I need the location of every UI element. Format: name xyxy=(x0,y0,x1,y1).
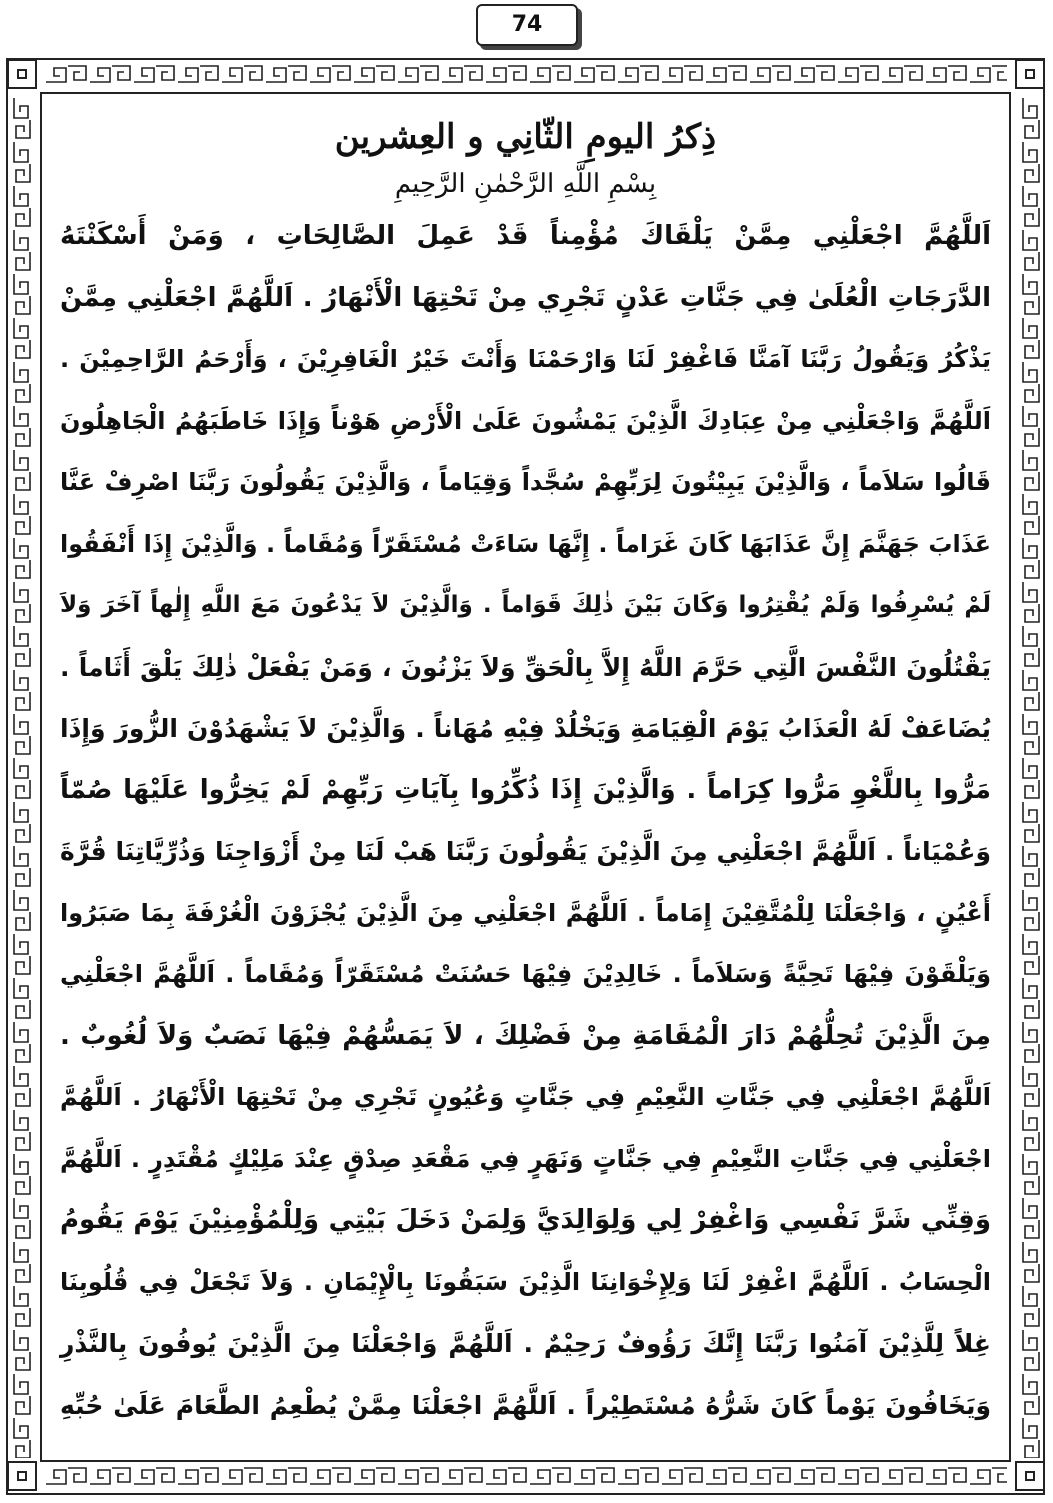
text-line: يَذْكُرُ وَيَقُولُ رَبَّنَا آمَنَّا فَاغْفِرْ لَنَا وَارْحَمْنَا وَأَنْتَ خَيْرُ الْغَافِرِيْنَ ، وَأَرْحَمُ الرَّاحِمِيْنَ . xyxy=(60,345,991,373)
supplication-text xyxy=(60,206,991,1436)
text-line: وَيَلْقَوْنَ فِيْهَا تَحِيَّةً وَسَلاَماً . خَالِدِيْنَ فِيْهَا حَسُنَتْ مُسْتَقَرّاً وَمُقَاماً . اَللَّهُمَّ اجْعَلْنِي xyxy=(60,960,991,988)
text-line: اَللَّهُمَّ اجْعَلْنِي فِي جَنَّاتِ النَّعِيْمِ فِي جَنَّاتٍ وَعُيُونٍ تَجْرِي مِنْ تَحْتِهَا الْأَنْهَارُ . اَللَّهُمَّ xyxy=(60,1083,991,1111)
corner-ornament-bottom-left xyxy=(7,1461,37,1491)
text-line: اجْعَلْنِي فِي جَنَّاتِ النَّعِيْمِ فِي جَنَّاتٍ وَنَهَرٍ فِي مَقْعَدِ صِدْقٍ عِنْدَ مَلِيْكٍ مُقْتَدِرٍ . اَللَّهُمَّ xyxy=(60,1144,991,1173)
corner-ornament-top-left xyxy=(7,59,37,89)
text-line: يُضَاعَفْ لَهُ الْعَذَابُ يَوْمَ الْقِيَامَةِ وَيَخْلُدْ فِيْهِ مُهَاناً . وَالَّذِيْنَ لاَ يَشْهَدُوْنَ الزُّورَ وَإِذَا xyxy=(60,714,991,743)
text-line: يَقْتُلُونَ النَّفْسَ الَّتِي حَرَّمَ اللَّهُ إِلاَّ بِالْحَقِّ وَلاَ يَزْنُونَ ، وَمَنْ يَفْعَلْ ذٰلِكَ يَلْقَ أَثَاماً . xyxy=(60,652,991,682)
page-title: ذِكرُ اليومِ الثّانِي و العِشرين xyxy=(334,117,717,157)
text-line: وَعُمْيَاناً . اَللَّهُمَّ اجْعَلْنِي مِنَ الَّذِيْنَ يَقُولُونَ رَبَّنَا هَبْ لَنَا مِنْ أَزْوَاجِنَا وَذُرِّيَّاتِنَا قُرَّةَ xyxy=(60,837,991,866)
page-number: 74 xyxy=(476,4,578,46)
corner-ornament-bottom-right xyxy=(1015,1461,1045,1491)
left-border-ornament xyxy=(10,96,34,1458)
text-line: وَيَخَافُونَ يَوْماً كَانَ شَرُّهُ مُسْتَطِيْراً . اَللَّهُمَّ اجْعَلْنَا مِمَّنْ يُطْعِمُ الطَّعَامَ عَلَىٰ حُبِّهِ xyxy=(60,1390,991,1420)
text-line: مَرُّوا بِاللَّغْوِ مَرُّوا كِرَاماً . وَالَّذِيْنَ إِذَا ذُكِّرُوا بِآيَاتِ رَبِّهِمْ لَمْ يَخِرُّوا عَلَيْهَا صُمّاً xyxy=(60,774,991,805)
right-border-ornament xyxy=(1019,96,1043,1458)
top-border-ornament xyxy=(44,62,1007,86)
corner-ornament-top-right xyxy=(1015,59,1045,89)
text-line: أَعْيُنٍ ، وَاجْعَلْنَا لِلْمُتَّقِيْنَ إِمَاماً . اَللَّهُمَّ اجْعَلْنِي مِنَ الَّذِيْنَ يُجْزَوْنَ الْغُرْفَةَ بِمَا صَبَرُوا xyxy=(60,898,991,927)
text-line: الْحِسَابُ . اَللَّهُمَّ اغْفِرْ لَنَا وَلِإِخْوَانِنَا الَّذِيْنَ سَبَقُونَا بِالْإِيْمَانِ . وَلاَ تَجْعَلْ فِي قُلُوبِنَا xyxy=(60,1267,991,1296)
text-line: قَالُوا سَلاَماً ، وَالَّذِيْنَ يَبِيْتُونَ لِرَبِّهِمْ سُجَّداً وَقِيَاماً ، وَالَّذِيْنَ يَقُولُونَ رَبَّنَا اصْرِفْ عَنَّا xyxy=(60,468,991,496)
text-line: وَقِنِّي شَرَّ نَفْسِي وَاغْفِرْ لِي وَلِوَالِدَيَّ وَلِمَنْ دَخَلَ بَيْتِي وَلِلْمُؤْمِنِيْنَ يَوْمَ يَقُومُ xyxy=(60,1205,991,1235)
bottom-border-ornament xyxy=(44,1464,1007,1488)
text-line: الدَّرَجَاتِ الْعُلَىٰ فِي جَنَّاتِ عَدْنٍ تَجْرِي مِنْ تَحْتِهَا الْأَنْهَارُ . اَللَّهُمَّ اجْعَلْنِي مِمَّنْ xyxy=(60,282,991,313)
text-line: اَللَّهُمَّ وَاجْعَلْنِي مِنْ عِبَادِكَ الَّذِيْنَ يَمْشُونَ عَلَىٰ الْأَرْضِ هَوْناً وَإِذَا خَاطَبَهُمُ الْجَاهِلُونَ xyxy=(60,406,991,435)
page-content xyxy=(60,108,991,1448)
basmala: بِسْمِ اللَّهِ الرَّحْمٰنِ الرَّحِيمِ xyxy=(394,169,657,199)
text-line: اَللَّهُمَّ اجْعَلْنِي مِمَّنْ يَلْقَاكَ مُؤْمِناً قَدْ عَمِلَ الصَّالِحَاتِ ، وَمَنْ أَسْكَنْتَهُ xyxy=(60,221,991,251)
text-line: مِنَ الَّذِيْنَ تُحِلُّهُمْ دَارَ الْمُقَامَةِ مِنْ فَضْلِكَ ، لاَ يَمَسُّهُمْ فِيْهَا نَصَبٌ وَلاَ لُغُوبٌ . xyxy=(60,1020,991,1051)
text-line: لَمْ يُسْرِفُوا وَلَمْ يُقْتِرُوا وَكَانَ بَيْنَ ذٰلِكَ قَوَاماً . وَالَّذِيْنَ لاَ يَدْعُونَ مَعَ اللَّهِ إِلٰهاً آخَرَ وَلاَ xyxy=(60,592,991,618)
text-line: عَذَابَ جَهَنَّمَ إِنَّ عَذَابَهَا كَانَ غَرَاماً . إِنَّهَا سَاءَتْ مُسْتَقَرّاً وَمُقَاماً . وَالَّذِيْنَ إِذَا أَنْفَقُوا xyxy=(60,529,991,558)
text-line: غِلاً لِلَّذِيْنَ آمَنُوا رَبَّنَا إِنَّكَ رَؤُوفٌ رَحِيْمٌ . اَللَّهُمَّ وَاجْعَلْنَا مِنَ الَّذِيْنَ يُوفُونَ بِالنَّذْرِ xyxy=(60,1329,991,1358)
